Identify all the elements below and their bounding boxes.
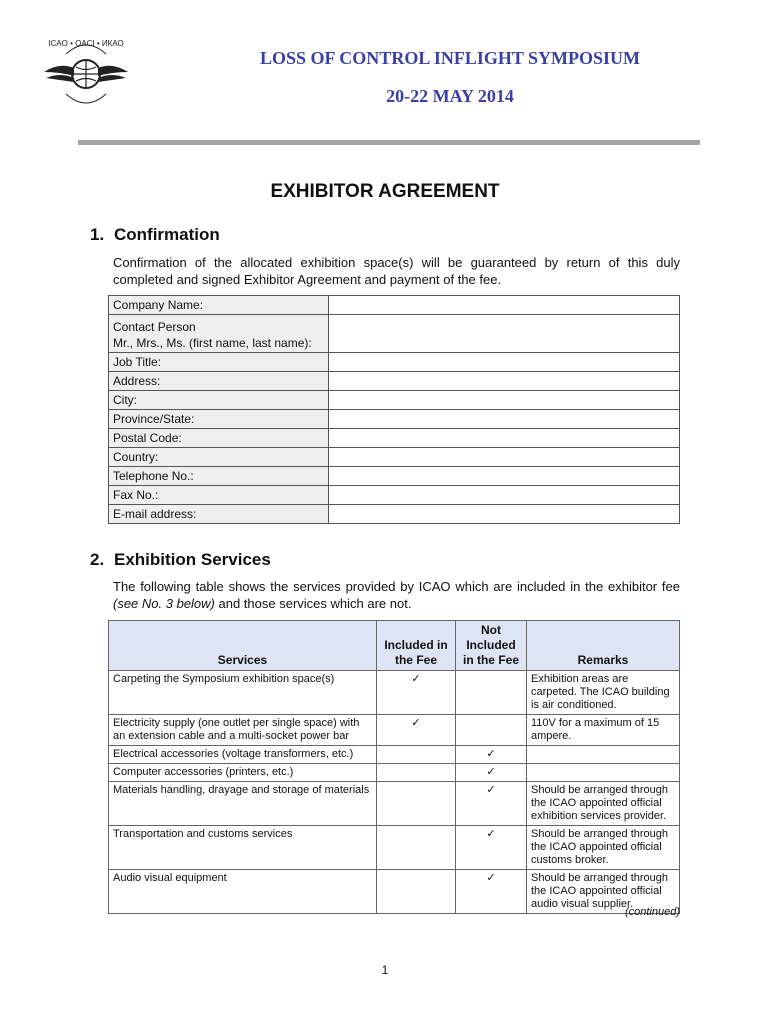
field-input-cell[interactable] xyxy=(329,505,680,524)
service-name: Electricity supply (one outlet per single space) with an extension cable and a multi-socket power bar xyxy=(109,715,377,746)
section-1-heading xyxy=(90,225,220,245)
included-check xyxy=(377,826,456,870)
field-label xyxy=(109,353,329,372)
included-check xyxy=(377,782,456,826)
contact-form-row xyxy=(109,315,680,353)
service-name: Audio visual equipment xyxy=(109,870,377,914)
not-included-check xyxy=(456,715,527,746)
field-label xyxy=(109,372,329,391)
service-remarks: Exhibition areas are carpeted. The ICAO building is air conditioned. xyxy=(527,671,680,715)
contact-form-row xyxy=(109,410,680,429)
service-remarks: Should be arranged through the ICAO appointed official exhibition services provider. xyxy=(527,782,680,826)
service-remarks: Should be arranged through the ICAO appointed official customs broker. xyxy=(527,826,680,870)
field-input-cell[interactable] xyxy=(329,486,680,505)
not-included-check xyxy=(456,671,527,715)
service-remarks: 110V for a maximum of 15 ampere. xyxy=(527,715,680,746)
header-included: Included in the Fee xyxy=(377,621,456,671)
service-row xyxy=(109,764,680,782)
field-label-text: City: xyxy=(113,393,137,407)
event-dates: 20-22 MAY 2014 xyxy=(386,86,514,106)
document-title: EXHIBITOR AGREEMENT xyxy=(270,181,500,202)
field-label xyxy=(109,429,329,448)
included-check xyxy=(377,746,456,764)
contact-form-row xyxy=(109,448,680,467)
service-row xyxy=(109,826,680,870)
section-2-heading xyxy=(90,550,271,570)
section-2-text xyxy=(113,578,680,612)
contact-form-row xyxy=(109,391,680,410)
contact-form-row xyxy=(109,353,680,372)
header-remarks: Remarks xyxy=(527,621,680,671)
service-name: Carpeting the Symposium exhibition space(s) xyxy=(109,671,377,715)
service-name: Computer accessories (printers, etc.) xyxy=(109,764,377,782)
field-input-cell[interactable] xyxy=(329,353,680,372)
included-check: ✓ xyxy=(377,715,456,746)
header-divider xyxy=(78,140,700,145)
section-2-text-after: and those services which are not. xyxy=(214,596,412,611)
not-included-check: ✓ xyxy=(456,782,527,826)
field-label-text: Job Title: xyxy=(113,355,162,369)
field-label-subtext: Mr., Mrs., Ms. (first name, last name): xyxy=(113,336,312,350)
not-included-check: ✓ xyxy=(456,764,527,782)
page-number: 1 xyxy=(381,963,389,977)
not-included-check: ✓ xyxy=(456,826,527,870)
service-row xyxy=(109,746,680,764)
section-2-title: Exhibition Services xyxy=(114,550,271,569)
not-included-check: ✓ xyxy=(456,746,527,764)
contact-form-row xyxy=(109,429,680,448)
field-label-text: Address: xyxy=(113,374,161,388)
field-label xyxy=(109,296,329,315)
svg-text:ICAO • OACI • ИКАО: ICAO • OACI • ИКАО xyxy=(48,39,124,48)
service-remarks xyxy=(527,764,680,782)
section-2-text-before: The following table shows the services provided by ICAO which are included in the exhibitor fee xyxy=(113,579,680,594)
icao-logo xyxy=(40,32,132,112)
included-check: ✓ xyxy=(377,671,456,715)
contact-form-row xyxy=(109,505,680,524)
contact-form-row xyxy=(109,372,680,391)
field-label-text: Province/State: xyxy=(113,412,195,426)
section-1-text: Confirmation of the allocated exhibition space(s) will be guaranteed by return of this duly completed and signed Exhibitor Agreement and payment of the fee. xyxy=(113,255,680,287)
field-input-cell[interactable] xyxy=(329,429,680,448)
field-input-cell[interactable] xyxy=(329,467,680,486)
field-label xyxy=(109,315,329,353)
service-remarks xyxy=(527,746,680,764)
field-label-text: Contact Person xyxy=(113,320,196,334)
section-2-number: 2. xyxy=(90,550,105,569)
included-check xyxy=(377,870,456,914)
field-label-text: Postal Code: xyxy=(113,431,182,445)
service-name: Transportation and customs services xyxy=(109,826,377,870)
continued-note: (continued) xyxy=(624,906,680,918)
included-check xyxy=(377,764,456,782)
field-input-cell[interactable] xyxy=(329,315,680,353)
field-label-text: Telephone No.: xyxy=(113,469,194,483)
field-label-text: E-mail address: xyxy=(113,507,197,521)
service-row xyxy=(109,782,680,826)
field-input-cell[interactable] xyxy=(329,391,680,410)
service-row xyxy=(109,715,680,746)
field-label xyxy=(109,410,329,429)
field-label xyxy=(109,391,329,410)
service-name: Materials handling, drayage and storage of materials xyxy=(109,782,377,826)
section-1-number: 1. xyxy=(90,225,105,244)
services-table xyxy=(108,620,680,914)
field-input-cell[interactable] xyxy=(329,296,680,315)
field-label xyxy=(109,467,329,486)
event-title: LOSS OF CONTROL INFLIGHT SYMPOSIUM xyxy=(259,48,641,68)
field-label-text: Fax No.: xyxy=(113,488,159,502)
field-input-cell[interactable] xyxy=(329,448,680,467)
field-label xyxy=(109,448,329,467)
header-not-included: Not Included in the Fee xyxy=(456,621,527,671)
section-1-title: Confirmation xyxy=(114,225,220,244)
field-input-cell[interactable] xyxy=(329,410,680,429)
service-name: Electrical accessories (voltage transformers, etc.) xyxy=(109,746,377,764)
contact-form-row xyxy=(109,296,680,315)
service-remarks: Should be arranged through the ICAO appointed official audio visual supplier. xyxy=(527,870,680,914)
field-input-cell[interactable] xyxy=(329,372,680,391)
field-label xyxy=(109,486,329,505)
not-included-check: ✓ xyxy=(456,870,527,914)
contact-form-row xyxy=(109,486,680,505)
contact-form-table xyxy=(108,295,680,524)
field-label-text: Country: xyxy=(113,450,159,464)
section-2-text-italic: (see No. 3 below) xyxy=(113,596,215,611)
service-row xyxy=(109,671,680,715)
field-label xyxy=(109,505,329,524)
header-services: Services xyxy=(109,621,377,671)
field-label-text: Company Name: xyxy=(113,298,204,312)
contact-form-row xyxy=(109,467,680,486)
